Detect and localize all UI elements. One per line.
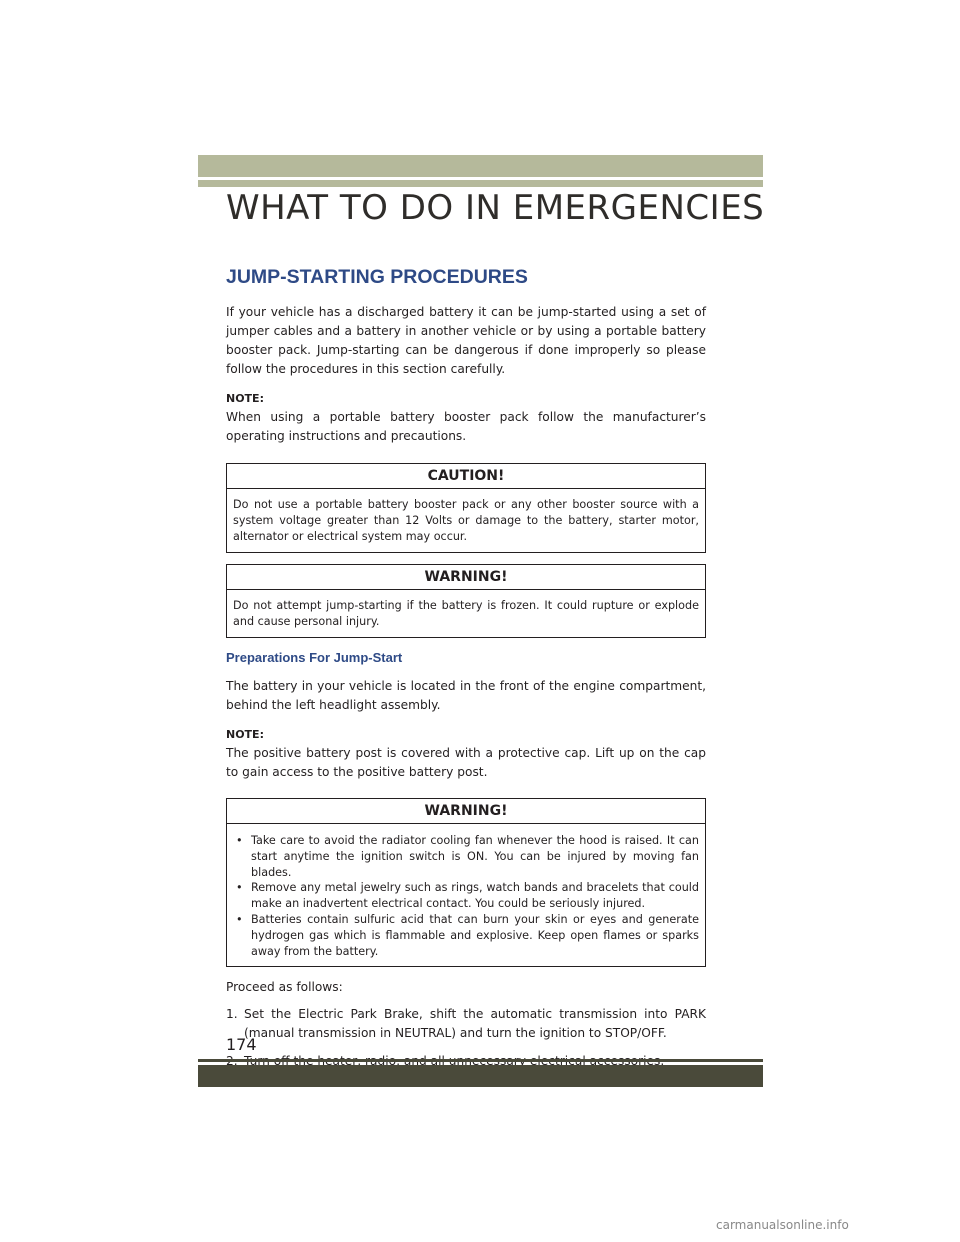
caution-box	[226, 463, 706, 553]
header-band	[198, 155, 763, 177]
page-content	[226, 262, 706, 1080]
warning-title: WARNING!	[227, 799, 705, 824]
main-heading: JUMP-STARTING PROCEDURES	[226, 266, 528, 288]
section-title: WHAT TO DO IN EMERGENCIES	[226, 188, 765, 228]
warning-list-body	[227, 824, 705, 966]
list-item: • Take care to avoid the radiator cooling fan whenever the hood is raised. It can start anytime the ignition switch is ON. You can be injured by moving fan blades.	[236, 833, 699, 879]
warning-list	[233, 833, 699, 959]
list-item: • Remove any metal jewelry such as rings, watch bands and bracelets that could make an inadvertent electrical contact. You could be seriously injured.	[236, 881, 699, 911]
warning-box-frozen	[226, 564, 706, 638]
caution-text: Do not use a portable battery booster pack or any other booster source with a system voltage greater than 12 Volts or damage to the battery, starter motor, alternator or electrical system may occur.	[233, 498, 699, 543]
caution-title: CAUTION!	[227, 464, 705, 489]
header-rule	[198, 180, 763, 187]
step-number: 1.	[226, 1007, 238, 1022]
watermark: carmanualsonline.info	[716, 1218, 849, 1232]
list-item: 1. Set the Electric Park Brake, shift the automatic transmission into PARK (manual transmission in NEUTRAL) and turn the ignition to STOP/OFF.	[226, 1007, 706, 1041]
intro-paragraph: If your vehicle has a discharged battery it can be jump-started using a set of jumper cables and a battery in another vehicle or by using a portable battery booster pack. Jump-starting can be dangerous if done improperly so please follow the procedures in this section carefully.	[226, 305, 706, 376]
note-label: NOTE:	[226, 392, 264, 405]
note-text: The positive battery post is covered with a protective cap. Lift up on the cap to gain access to the positive battery post.	[226, 745, 706, 779]
warning-title: WARNING!	[227, 565, 705, 590]
prep-paragraph: The battery in your vehicle is located in the front of the engine compartment, behind the left headlight assembly.	[226, 678, 706, 712]
subheading-preparations: Preparations For Jump-Start	[226, 649, 403, 665]
footer-band	[198, 1065, 763, 1087]
bullet-icon: •	[236, 912, 243, 926]
warning-text: Do not attempt jump-starting if the battery is frozen. It could rupture or explode and cause personal injury.	[233, 599, 699, 629]
page-number: 174	[226, 1035, 257, 1054]
bullet-icon: •	[236, 833, 243, 847]
note-text: When using a portable battery booster pack follow the manufacturer’s operating instructions and precautions.	[226, 410, 706, 443]
footer-rule	[198, 1059, 763, 1062]
proceed-text: Proceed as follows:	[226, 980, 343, 995]
bullet-icon: •	[236, 881, 243, 895]
warning-box-safety	[226, 798, 706, 967]
list-item: • Batteries contain sulfuric acid that can burn your skin or eyes and generate hydrogen gas which is flammable and explosive. Keep open flames or sparks away from the battery.	[236, 912, 699, 958]
note-label: NOTE:	[226, 727, 264, 741]
